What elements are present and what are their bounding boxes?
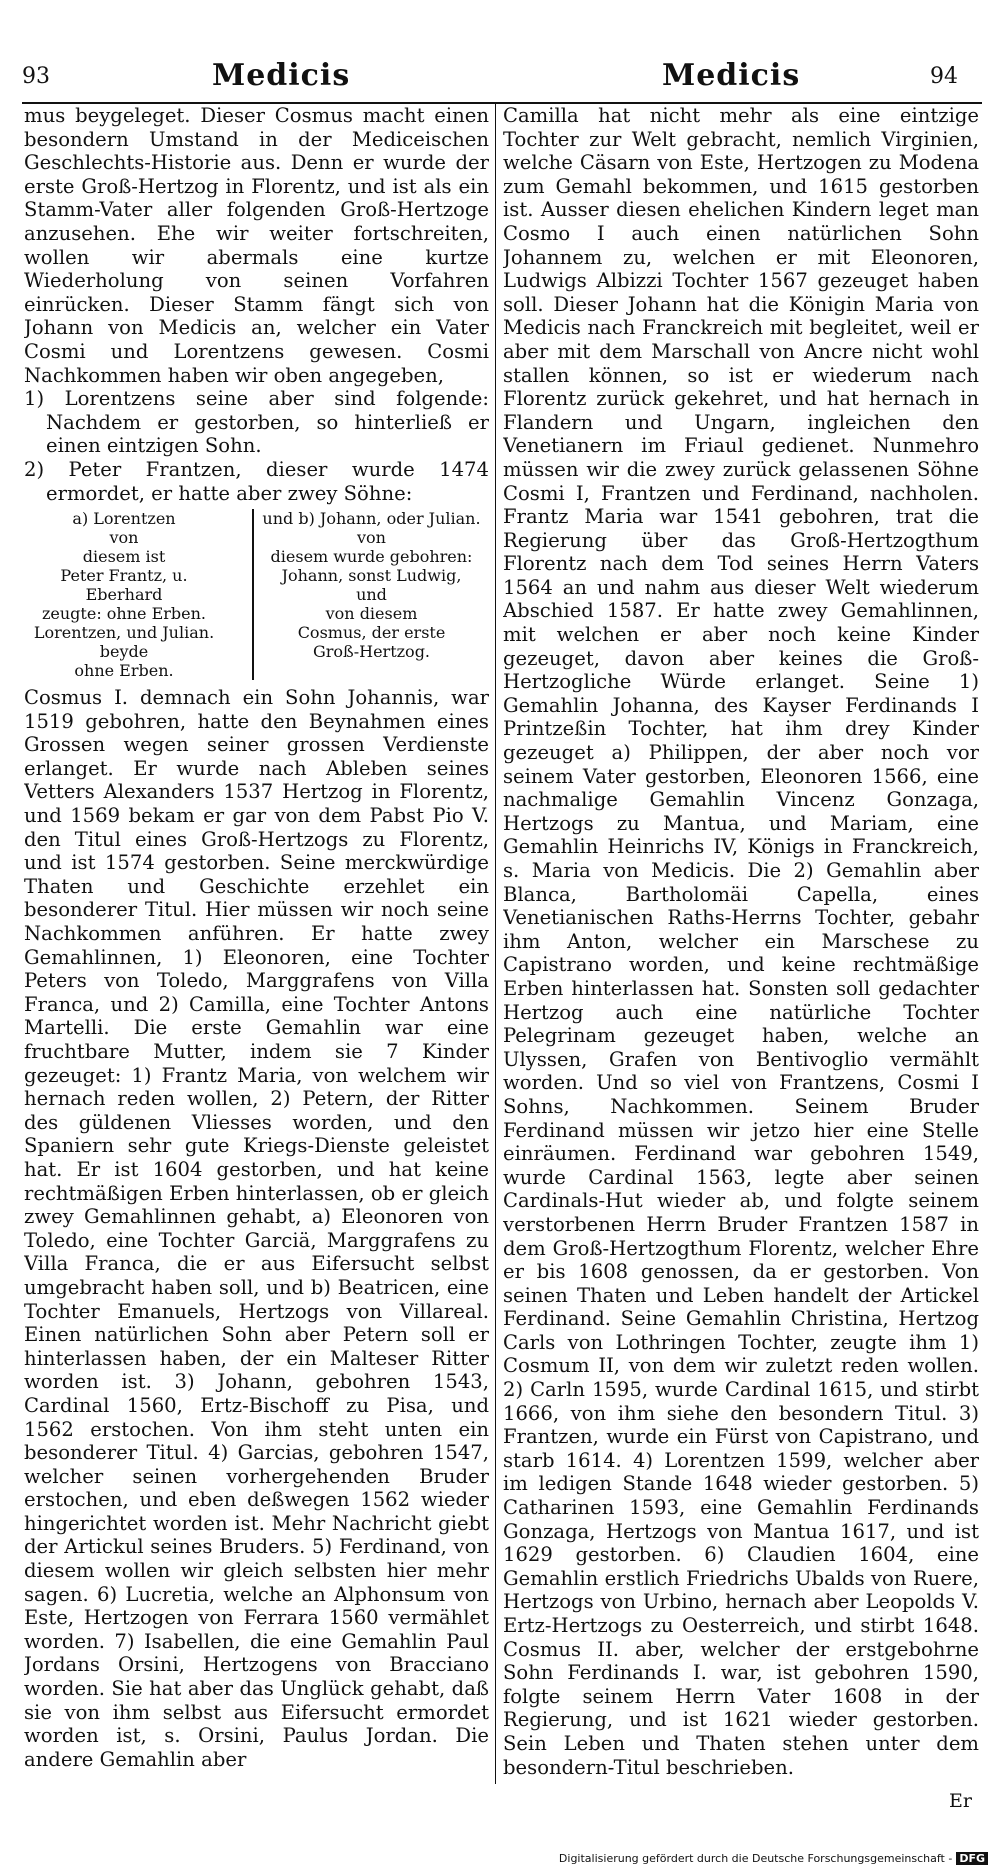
family-tree: [24, 509, 489, 680]
family-line: Johann, sonst Ludwig,: [281, 566, 462, 586]
right-column: [503, 104, 979, 1794]
page-number-right: 94: [930, 64, 958, 89]
dfg-logo: DFG: [956, 1852, 988, 1865]
catchword: Er: [949, 1790, 972, 1812]
family-line: Peter Frantz, u. Eberhard: [60, 566, 188, 605]
left-column: [24, 104, 489, 1794]
family-branch-a: [24, 509, 224, 680]
family-branch-b: [252, 509, 489, 680]
family-line: Lorentzen, und Julian.: [33, 623, 215, 643]
running-title-right: Medicis: [662, 58, 801, 93]
family-line: diesem ist: [82, 547, 166, 567]
paragraph: Camilla hat nicht mehr als eine eintzige Tochter zur Welt gebracht, nemlich Virginien, welche Cäsarn von Este, Hertzogen zu Modena zum Gemahl bekommen, und 1615 gestorben ist. Ausser diesen ehelichen Kindern leget man Cosmo I auch einen natürlichen Sohn Johannem zu, welchen er mit Eleonoren, Ludwigs Albizzi Tochter 1567 gezeuget haben soll. Dieser Johann hat die Königin Maria von Medicis nach Franckreich mit begleitet, weil er aber mit dem Marschall von Ancre nicht wohl stallen können, so ist er wiederum nach Florentz zurück gekehret, und hat hernach in Flandern und Ungarn, ingleichen den Venetianern im Friaul gedienet. Nunmehro müssen wir die zwey zurück gelassenen Söhne Cosmi I, Frantzen und Ferdinand, nachholen. Frantz Maria war 1541 gebohren, trat die Regierung über das Groß-Hertzogthum Florentz nach dem Tod seines Herrn Vaters 1564 an und nahm aus dieser Welt wiederum Abschied 1587. Er hatte zwey Gemahlinnen, mit welchen er aber noch keine Kinder gezeuget, davon aber keines die Groß-Hertzogliche Würde erlanget. Seine 1) Gemahlin Johanna, des Kayser Ferdinands I Printzeßin Tochter, hat ihm drey Kinder gezeuget a) Philippen, der aber noch vor seinem Vater gestorben, Eleonoren 1566, eine nachmalige Gemahlin Vincenz Gonzaga, Hertzogs zu Mantua, und Mariam, eine Gemahlin Heinrichs IV, Königs in Franckreich, s. Maria von Medicis. Die 2) Gemahlin aber Blanca, Bartholomäi Capella, eines Venetianischen Raths-Herrns Tochter, gebahr ihm Anton, welcher ein Marschese zu Capistrano worden, und keine rechtmäßige Erben hinterlassen hat. Sonsten soll gedachter Hertzog auch eine natürliche Tochter Pelegrinam gezeuget haben, welche an Ulyssen, Grafen von Bentivoglio vermählt worden. Und so viel von Frantzens, Cosmi I Sohns, Nachkommen. Seinem Bruder Ferdinand müssen wir jetzo hier eine Stelle einräumen. Ferdinand war gebohren 1549, wurde Cardinal 1563, legte aber seinen Cardinals-Hut wieder ab, und folgte seinem verstorbenen Herrn Bruder Frantzen 1587 in dem Groß-Hertzogthum Florentz, welcher Ehre er bis 1608 genossen, da er gestorben. Von seinen Thaten und Leben handelt der Artickel Ferdinand. Seine Gemahlin Christina, Hertzog Carls von Lothringen Tochter, zeugte ihm 1) Cosmum II, von dem wir zuletzt reden wollen. 2) Carln 1595, wurde Cardinal 1615, und stirbt 1666, von ihm siehe den besondern Titul. 3) Frantzen, wurde ein Fürst von Capistrano, und starb 1614. 4) Lorentzen 1599, welcher aber im ledigen Stande 1648 wieder gestorben. 5) Catharinen 1593, eine Gemahlin Ferdinands Gonzaga, Hertzogs von Mantua 1617, und ist 1629 gestorben. 6) Claudien 1604, eine Gemahlin erstlich Friedrichs Ubalds von Ruere, Hertzogs von Urbino, hernach aber Leopolds V. Ertz-Hertzogs zu Oesterreich, und stirbt 1648. Cosmus II. aber, welcher der erstgebohrne Sohn Ferdinands I. war, ist gebohren 1590, folgte seinem Herrn Vater 1608 in der Regierung, und ist 1621 wieder gestorben. Sein Leben und Thaten stehen unter dem besondern-Titul beschrieben.: [503, 104, 979, 1779]
family-line: von: [109, 528, 139, 548]
paragraph: 2) Peter Frantzen, dieser wurde 1474 ermordet, er hatte aber zwey Söhne:: [24, 457, 489, 505]
family-line: ohne Erben.: [74, 661, 174, 681]
digitization-footer: [559, 1852, 988, 1865]
family-line: von: [357, 528, 386, 548]
family-line: Cosmus, der erste: [297, 623, 446, 643]
family-line: und b) Johann, oder Julian.: [262, 509, 481, 529]
page-header: [22, 58, 978, 98]
family-line: zeugte: ohne Erben.: [41, 604, 207, 624]
paragraph: 1) Lorentzens seine aber sind folgende: Nachdem er gestorben, so hinterließ er einen eintzigen Sohn.: [24, 387, 489, 458]
footer-text: Digitalisierung gefördert durch die Deutsche Forschungsgemeinschaft -: [558, 1852, 953, 1865]
running-title-left: Medicis: [212, 58, 351, 93]
paragraph: mus beygeleget. Dieser Cosmus macht einen besondern Umstand in der Mediceischen Geschlechts-Historie aus. Denn er wurde der erste Groß-Hertzog in Florentz, und ist als ein Stamm-Vater aller folgenden Groß-Hertzoge anzusehen. Ehe wir weiter fortschreiten, wollen wir abermals eine kurtze Wiederholung von seinen Vorfahren einrücken. Dieser Stamm fängt sich von Johann von Medicis an, welcher ein Vater Cosmi und Lorentzens gewesen. Cosmi Nachkommen haben wir oben angegeben,: [24, 104, 489, 387]
family-line: von diesem: [325, 604, 418, 624]
family-line: und: [356, 585, 387, 605]
family-line: Groß-Hertzog.: [312, 642, 431, 662]
family-line: beyde: [99, 642, 149, 662]
family-line: a) Lorentzen: [72, 509, 176, 529]
column-separator: [495, 104, 496, 1784]
paragraph: Cosmus I. demnach ein Sohn Johannis, war 1519 gebohren, hatte den Beynahmen eines Grossen wegen seiner grossen Verdienste erlanget. Er wurde nach Ableben seines Vetters Alexanders 1537 Hertzog in Florentz, und 1569 bekam er gar von dem Pabst Pio V. den Titul eines Groß-Hertzogs zu Florentz, und ist 1574 gestorben. Seine merckwürdige Thaten und Geschichte erzehlet ein besonderer Titul. Hier müssen wir noch seine Nachkommen anführen. Er hatte zwey Gemahlinnen, 1) Eleonoren, eine Tochter Peters von Toledo, Marggrafens von Villa Franca, und 2) Camilla, eine Tochter Antons Martelli. Die erste Gemahlin war eine fruchtbare Mutter, indem sie 7 Kinder gezeuget: 1) Frantz Maria, von welchem wir hernach reden wollen, 2) Petern, der Ritter des güldenen Vliesses worden, und den Spaniern sehr gute Kriegs-Dienste geleistet hat. Er ist 1604 gestorben, und hat keine rechtmäßigen Erben hinterlassen, ob er gleich zwey Gemahlinnen gehabt, a) Eleonoren von Toledo, eine Tochter Garciä, Marggrafens zu Villa Franca, die er aus Eifersucht selbst umgebracht haben soll, und b) Beatricen, eine Tochter Emanuels, Hertzogs von Villareal. Einen natürlichen Sohn aber Petern soll er hinterlassen haben, der ein Malteser Ritter worden ist. 3) Johann, gebohren 1543, Cardinal 1560, Ertz-Bischoff zu Pisa, und 1562 erstochen. Von ihm steht unten ein besonderer Titul. 4) Garcias, gebohren 1547, welcher seinen vorhergehenden Bruder erstochen, und eben deßwegen 1562 wieder hingerichtet worden ist. Mehr Nachricht giebt der Artickul seines Bruders. 5) Ferdinand, von diesem wollen wir gleich selbsten hier mehr sagen. 6) Lucretia, welche an Alphonsum von Este, Hertzogen von Ferrara 1560 vermählet worden. 7) Isabellen, die eine Gemahlin Paul Jordans Orsini, Hertzogens von Bracciano worden. Sie hat aber das Unglück gehabt, daß sie von ihm selbst aus Eifersucht ermordet worden ist, s. Orsini, Paulus Jordan. Die andere Gemahlin aber: [24, 686, 489, 1771]
page-number-left: 93: [22, 64, 50, 89]
family-line: diesem wurde gebohren:: [270, 547, 473, 567]
